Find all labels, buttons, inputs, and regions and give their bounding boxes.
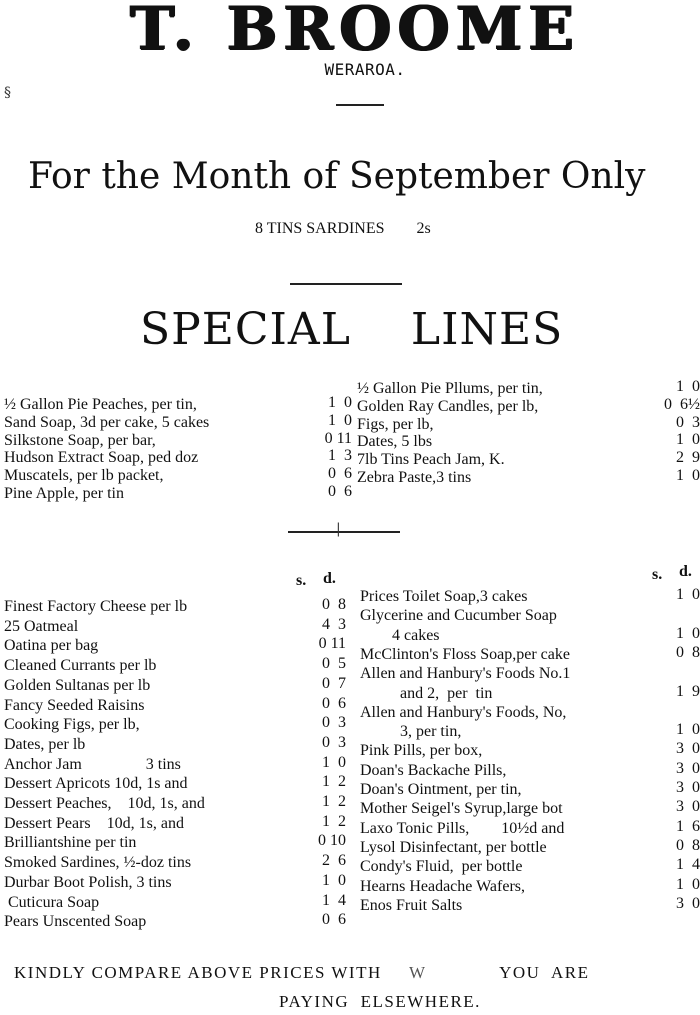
grocery-left-row-item: Cooking Figs, per lb, xyxy=(4,716,140,734)
month-headline: For the Month of September Only xyxy=(28,156,646,197)
grocery-left-row-item: Anchor Jam 3 tins xyxy=(4,755,181,773)
special-left-row-price: 0 6 xyxy=(328,465,352,483)
grocery-left-row-item: Brilliantshine per tin xyxy=(4,834,137,852)
divider-3 xyxy=(288,531,400,533)
grocery-right-row-price: 1 0 xyxy=(676,624,700,642)
grocery-right-row-item: Prices Toilet Soap,3 cakes xyxy=(360,588,528,605)
grocery-left-row-price: 0 7 xyxy=(322,674,346,692)
grocery-left-row-item: Golden Sultanas per lb xyxy=(4,676,151,694)
grocery-right-row-item: 3, per tin, xyxy=(360,723,462,741)
divider-2 xyxy=(290,283,402,285)
col-head-d-left: d. xyxy=(323,570,336,587)
grocery-left-row-item: Dessert Pears 10d, 1s, and xyxy=(4,814,184,832)
special-left-row-item: Pine Apple, per tin xyxy=(4,485,124,502)
special-right-row-item: Dates, 5 lbs xyxy=(357,433,433,451)
special-right-row-price: 1 0 xyxy=(676,467,700,484)
special-right-row-price: 0 3 xyxy=(676,413,700,431)
grocery-right-row-item: Mother Seigel's Syrup,large bot xyxy=(360,800,563,818)
grocery-right-row-item: Doan's Ointment, per tin, xyxy=(360,781,522,798)
sardines-price: 2s xyxy=(416,220,431,237)
special-left-row-price: 1 0 xyxy=(328,411,352,429)
special-right-row-price: 2 9 xyxy=(676,449,700,467)
special-left-row-item: Muscatels, per lb packet, xyxy=(4,467,164,485)
special-right-row-item: Golden Ray Candles, per lb, xyxy=(357,397,539,415)
footer-line-1-c: YOU ARE xyxy=(499,963,590,982)
grocery-left-row-item: Fancy Seeded Raisins xyxy=(4,696,145,714)
grocery-right-row-price: 1 6 xyxy=(676,817,700,835)
special-right-row-price: 1 0 xyxy=(676,431,700,449)
special-left-row-item: Hudson Extract Soap, ped doz xyxy=(4,449,199,467)
grocery-left-row-price: 1 0 xyxy=(322,753,346,771)
store-location: WERAROA. xyxy=(324,60,406,79)
grocery-right-row-item: and 2, per tin xyxy=(360,684,493,702)
grocery-left-row-price: 1 2 xyxy=(322,793,346,810)
special-left-row-price: 0 11 xyxy=(324,429,352,447)
special-left-row-price: 1 3 xyxy=(328,447,352,465)
col-head-d-right: d. xyxy=(679,563,692,580)
col-head-s-left: s. xyxy=(296,572,307,589)
grocery-left-row-item: Finest Factory Cheese per lb xyxy=(4,598,188,615)
grocery-right-row-price: 3 0 xyxy=(676,798,700,816)
store-name: T. BROOME xyxy=(130,0,580,64)
grocery-right-row-item: Enos Fruit Salts xyxy=(360,896,463,914)
grocery-left-row-price: 2 6 xyxy=(322,852,346,870)
sardines-item: 8 TINS SARDINES xyxy=(255,220,385,237)
grocery-left-row-item: Dessert Apricots 10d, 1s and xyxy=(4,775,188,793)
divider-1 xyxy=(336,104,384,106)
special-right-row-item: 7lb Tins Peach Jam, K. xyxy=(357,451,505,469)
grocery-right-row-item: Allen and Hanbury's Foods No.1 xyxy=(360,665,571,683)
special-left-row-item: Sand Soap, 3d per cake, 5 cakes xyxy=(4,413,210,431)
grocery-right-row-item: McClinton's Floss Soap,per cake xyxy=(360,645,570,663)
grocery-right-row-item: Allen and Hanbury's Foods, No, xyxy=(360,703,567,721)
grocery-left-row-price: 4 3 xyxy=(322,615,346,633)
grocery-left-row-price: 0 3 xyxy=(322,733,346,751)
grocery-left-row-item: Cuticura Soap xyxy=(4,893,100,911)
sardines-offer xyxy=(255,220,555,238)
grocery-right-row-price: 3 0 xyxy=(676,779,700,796)
grocery-left-row-item: Pears Unscented Soap xyxy=(4,913,147,931)
grocery-left-row-item: Smoked Sardines, ½-doz tins xyxy=(4,854,192,872)
footer-line-1 xyxy=(14,963,700,983)
special-right-row-price: 0 6½ xyxy=(664,395,700,413)
footer-line-1-a: KINDLY COMPARE ABOVE PRICES WITH xyxy=(14,963,382,982)
grocery-right-row-price: 1 0 xyxy=(676,586,700,603)
grocery-left-row-price: 0 6 xyxy=(322,694,346,712)
grocery-right-row-item: 4 cakes xyxy=(360,626,440,644)
grocery-left-row-price: 0 6 xyxy=(322,911,346,929)
grocery-left-row-item: Dates, per lb xyxy=(4,735,86,753)
special-left-row-price: 0 6 xyxy=(328,483,352,500)
grocery-right-row-price: 3 0 xyxy=(676,740,700,758)
special-lines-heading: SPECIAL LINES xyxy=(140,304,564,355)
grocery-right-row-item: Laxo Tonic Pills, 10½d and xyxy=(360,819,565,837)
grocery-left-row-price: 1 4 xyxy=(322,891,346,909)
grocery-right-row-item: Glycerine and Cucumber Soap xyxy=(360,607,557,625)
footer-line-1-b: W xyxy=(408,963,427,982)
grocery-right-row-item: Pink Pills, per box, xyxy=(360,742,483,760)
special-left-row-price: 1 0 xyxy=(328,394,352,411)
footer-line-2: PAYING ELSEWHERE. xyxy=(279,992,481,1011)
grocery-right-row-price: 0 8 xyxy=(676,836,700,854)
grocery-right-row-item: Hearns Headache Wafers, xyxy=(360,877,525,895)
special-left-row-item: ½ Gallon Pie Peaches, per tin, xyxy=(4,396,197,413)
grocery-right-row-price: 3 0 xyxy=(676,759,700,777)
grocery-right-row-price: 3 0 xyxy=(676,894,700,912)
grocery-left-row-price: 0 8 xyxy=(322,596,346,613)
grocery-left-row-price: 0 5 xyxy=(322,655,346,673)
grocery-left-row-price: 0 11 xyxy=(318,635,346,653)
divider-mark: | xyxy=(336,521,341,537)
grocery-right-row-price: 1 4 xyxy=(676,856,700,874)
print-speck: § xyxy=(4,85,11,101)
grocery-left-row-price: 1 2 xyxy=(322,773,346,791)
grocery-right-row-item: Condy's Fluid, per bottle xyxy=(360,858,523,876)
special-left-row-item: Silkstone Soap, per bar, xyxy=(4,431,156,449)
grocery-left-row-item: Oatina per bag xyxy=(4,637,99,655)
grocery-left-row-item: Cleaned Currants per lb xyxy=(4,657,157,675)
grocery-left-row-price: 1 0 xyxy=(322,871,346,889)
grocery-left-row-item: Durbar Boot Polish, 3 tins xyxy=(4,873,172,891)
grocery-right-row-price: 1 9 xyxy=(676,682,700,700)
grocery-right-row-item: Doan's Backache Pills, xyxy=(360,761,507,779)
special-right-row-item: Figs, per lb, xyxy=(357,415,434,433)
grocery-right-row-price: 1 0 xyxy=(676,875,700,893)
grocery-right-row-price: 1 0 xyxy=(676,721,700,739)
grocery-left-row-price: 1 2 xyxy=(322,812,346,830)
special-right-row-item: ½ Gallon Pie Pllums, per tin, xyxy=(357,380,543,397)
grocery-left-row-price: 0 3 xyxy=(322,714,346,732)
special-right-row-price: 1 0 xyxy=(676,378,700,395)
col-head-s-right: s. xyxy=(652,566,663,583)
grocery-left-row-item: Dessert Peaches, 10d, 1s, and xyxy=(4,795,205,812)
grocery-right-row-item: Lysol Disinfectant, per bottle xyxy=(360,838,547,856)
grocery-right-row-price: 0 8 xyxy=(676,643,700,661)
grocery-left-row-item: 25 Oatmeal xyxy=(4,617,79,635)
grocery-left-row-price: 0 10 xyxy=(318,832,346,850)
special-right-row-item: Zebra Paste,3 tins xyxy=(357,469,472,486)
